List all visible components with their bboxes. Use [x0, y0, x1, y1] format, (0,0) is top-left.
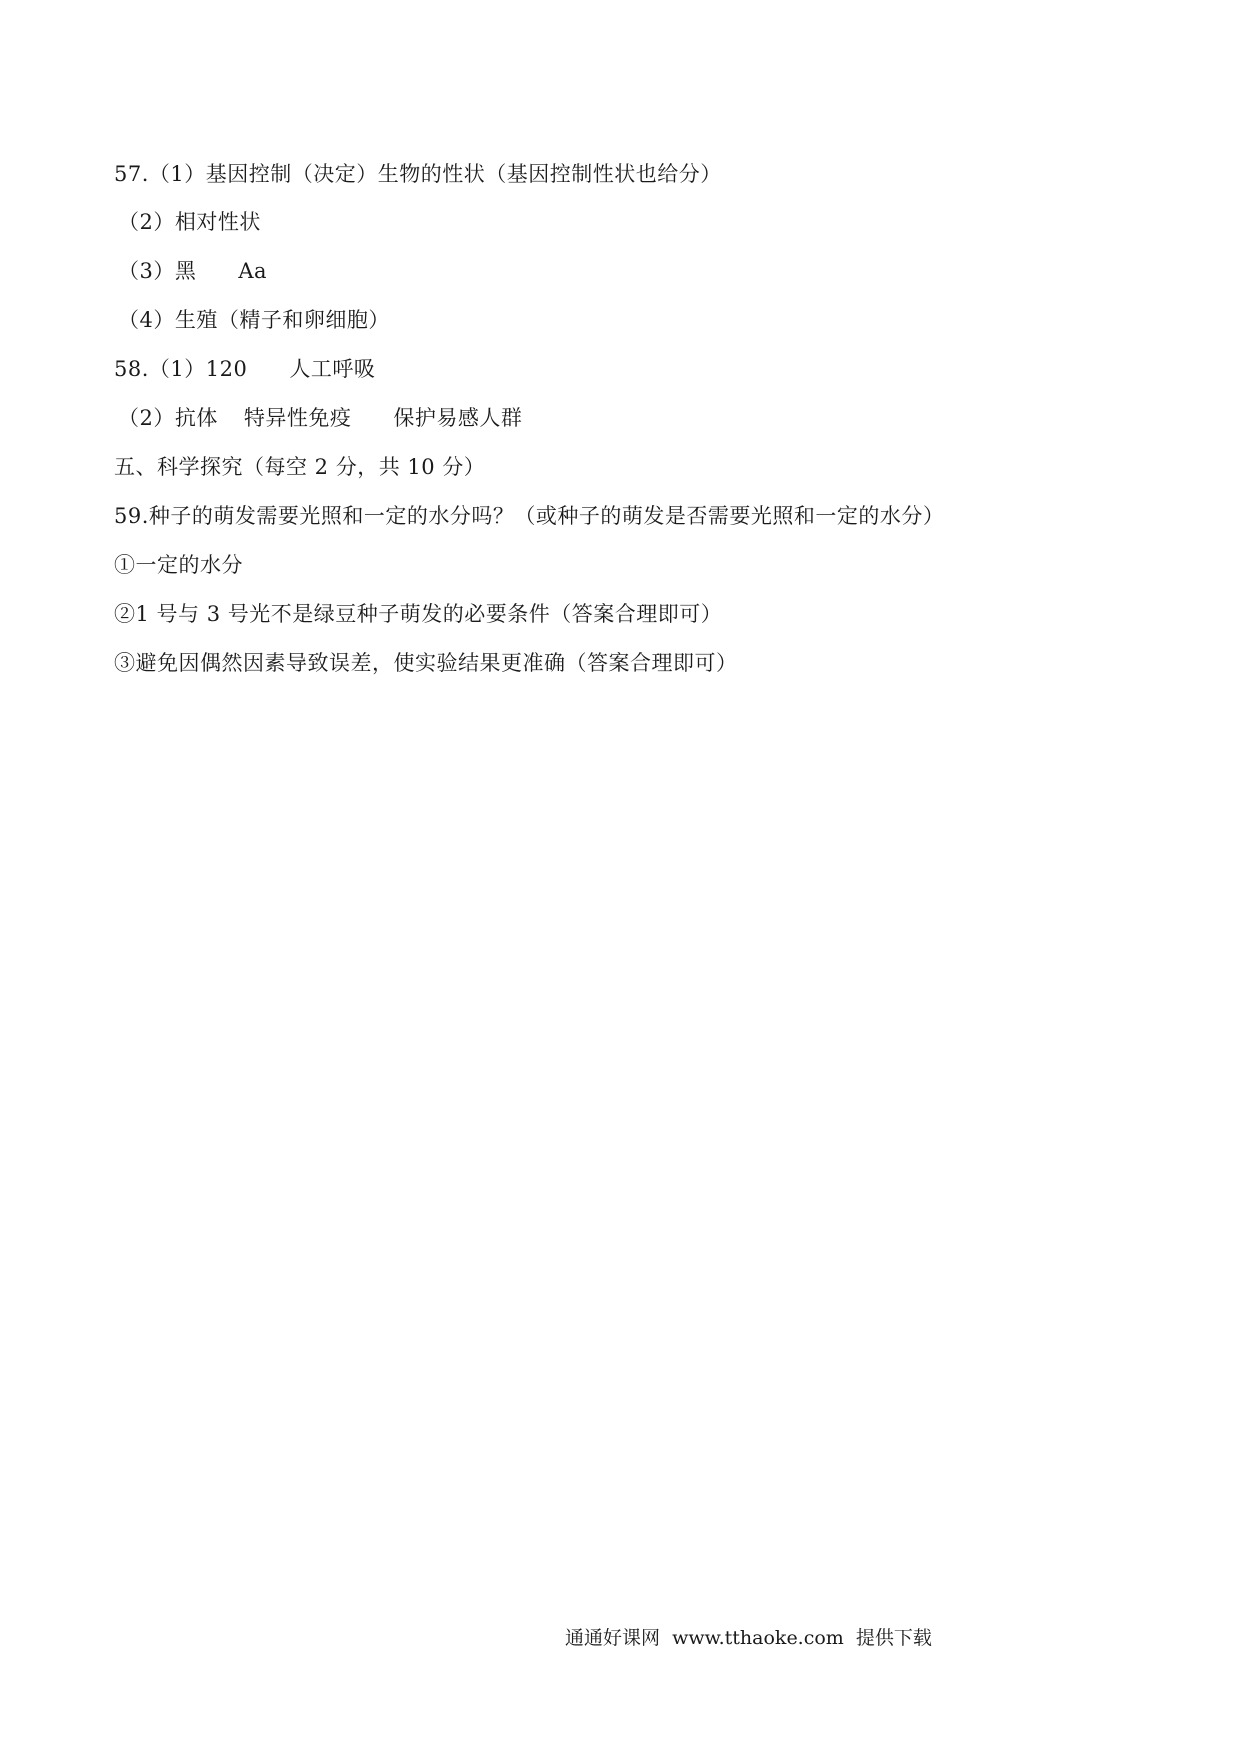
q57-part2: （2）相对性状 [118, 210, 261, 234]
q58-part1-value: 人工呼吸 [289, 357, 376, 381]
q59-answer2: ②1 号与 3 号光不是绿豆种子萌发的必要条件（答案合理即可） [114, 602, 723, 626]
q58-part1 [114, 355, 375, 383]
q57-part3-value: Aa [238, 259, 268, 283]
q58-part2-value1: 特异性免疫 [243, 406, 352, 430]
q57-part3-label: （3）黑 [118, 259, 197, 283]
q57-part1: 57.（1）基因控制（决定）生物的性状（基因控制性状也给分） [114, 162, 722, 186]
q59-answer1: ①一定的水分 [114, 553, 243, 577]
q58-part2 [118, 404, 522, 432]
q57-part4: （4）生殖（精子和卵细胞） [118, 308, 390, 332]
q58-part1-label: 58.（1）120 [114, 357, 248, 381]
q59-question: 59.种子的萌发需要光照和一定的水分吗？（或种子的萌发是否需要光照和一定的水分） [114, 504, 945, 528]
section5-heading: 五、科学探究（每空 2 分，共 10 分） [114, 455, 486, 479]
footer-credit: 通通好课网 www.tthaoke.com 提供下载 [565, 1627, 932, 1649]
q59-answer3: ③避免因偶然因素导致误差，使实验结果更准确（答案合理即可） [114, 651, 738, 675]
q57-part3 [118, 257, 267, 285]
q58-part2-value2: 保护易感人群 [393, 406, 523, 430]
q58-part2-label: （2）抗体 [118, 406, 218, 430]
